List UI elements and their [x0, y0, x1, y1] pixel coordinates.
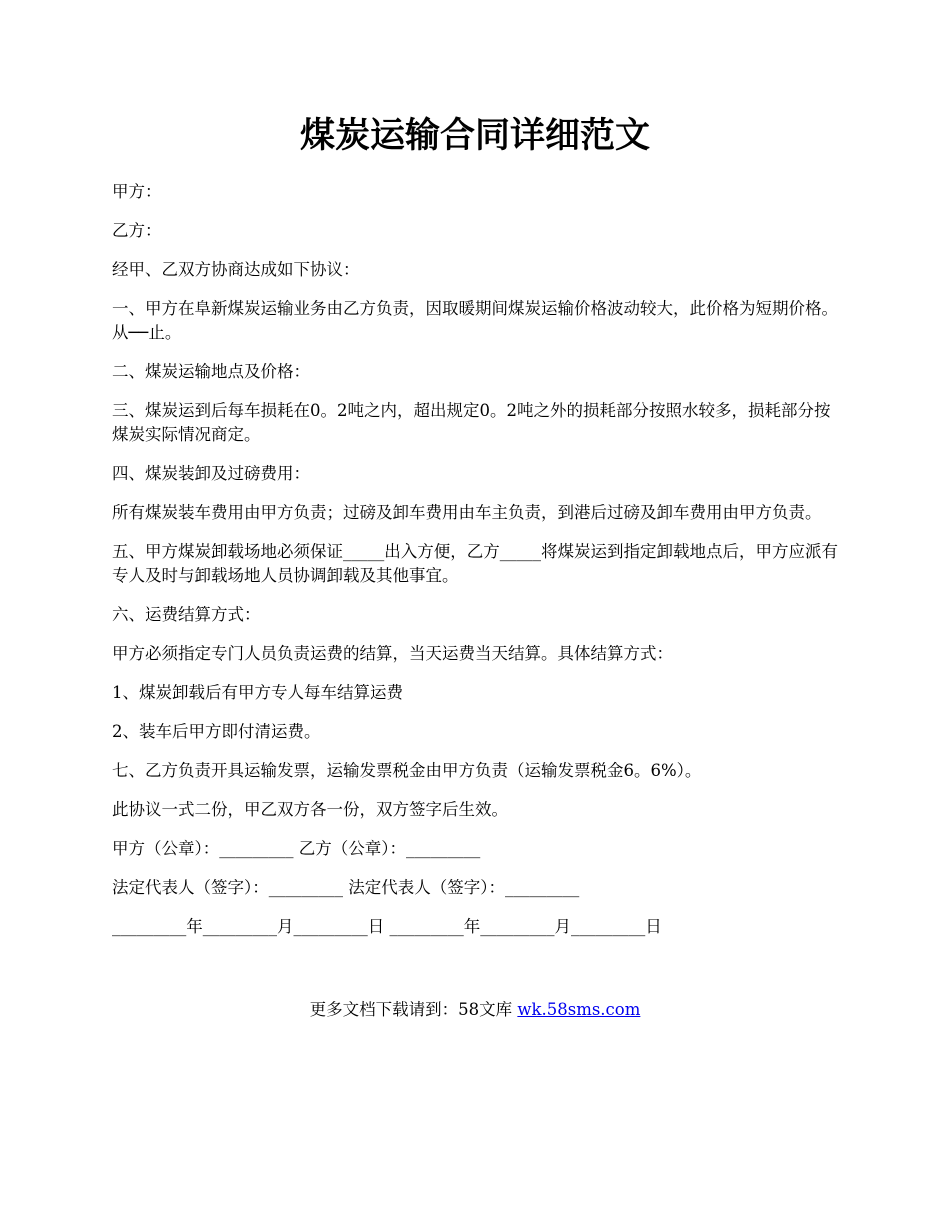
seal-line: 甲方（公章）：_________ 乙方（公章）：_________ [112, 839, 481, 858]
settlement-item-1: 1、煤炭卸载后有甲方专人每车结算运费 [112, 683, 403, 702]
clause-2-heading: 二、煤炭运输地点及价格： [112, 362, 310, 381]
download-footer [0, 998, 950, 1022]
clause-4-heading: 四、煤炭装卸及过磅费用： [112, 464, 310, 483]
date-line: _________年_________月_________日 _________年_________月_________日 [112, 917, 662, 936]
clause-3: 三、煤炭运到后每车损耗在0。2吨之内，超出规定0。2吨之外的损耗部分按照水较多，损耗部分按煤炭实际情况商定。 [112, 401, 831, 444]
footer-text: 更多文档下载请到：58文库 [309, 1000, 513, 1019]
settlement-item-2: 2、装车后甲方即付清运费。 [112, 722, 321, 741]
clause-7: 七、乙方负责开具运输发票，运输发票税金由甲方负责（运输发票税金6。6%）。 [112, 761, 702, 780]
clause-6-heading: 六、运费结算方式： [112, 605, 261, 624]
clause-6-body: 甲方必须指定专门人员负责运费的结算，当天运费当天结算。具体结算方式： [112, 644, 673, 663]
document-body [112, 180, 842, 954]
copies-clause: 此协议一式二份，甲乙双方各一份，双方签字后生效。 [112, 800, 508, 819]
clause-1: 一、甲方在阜新煤炭运输业务由乙方负责，因取暖期间煤炭运输价格波动较大，此价格为短期价格。从──止。 [112, 299, 838, 342]
clause-5: 五、甲方煤炭卸载场地必须保证_____出入方便，乙方_____将煤炭运到指定卸载地点后，甲方应派有专人及时与卸载场地人员协调卸载及其他事宜。 [112, 542, 838, 585]
footer-link[interactable]: wk.58sms.com [517, 1000, 641, 1019]
clause-4-body: 所有煤炭装车费用由甲方负责；过磅及卸车费用由车主负责，到港后过磅及卸车费用由甲方负责。 [112, 503, 822, 522]
party-a-line: 甲方： [112, 182, 162, 201]
agreement-intro: 经甲、乙双方协商达成如下协议： [112, 260, 360, 279]
party-b-line: 乙方： [112, 221, 162, 240]
representative-signature-line: 法定代表人（签字）：_________ 法定代表人（签字）：_________ [112, 878, 580, 897]
document-title: 煤炭运输合同详细范文 [299, 115, 650, 156]
